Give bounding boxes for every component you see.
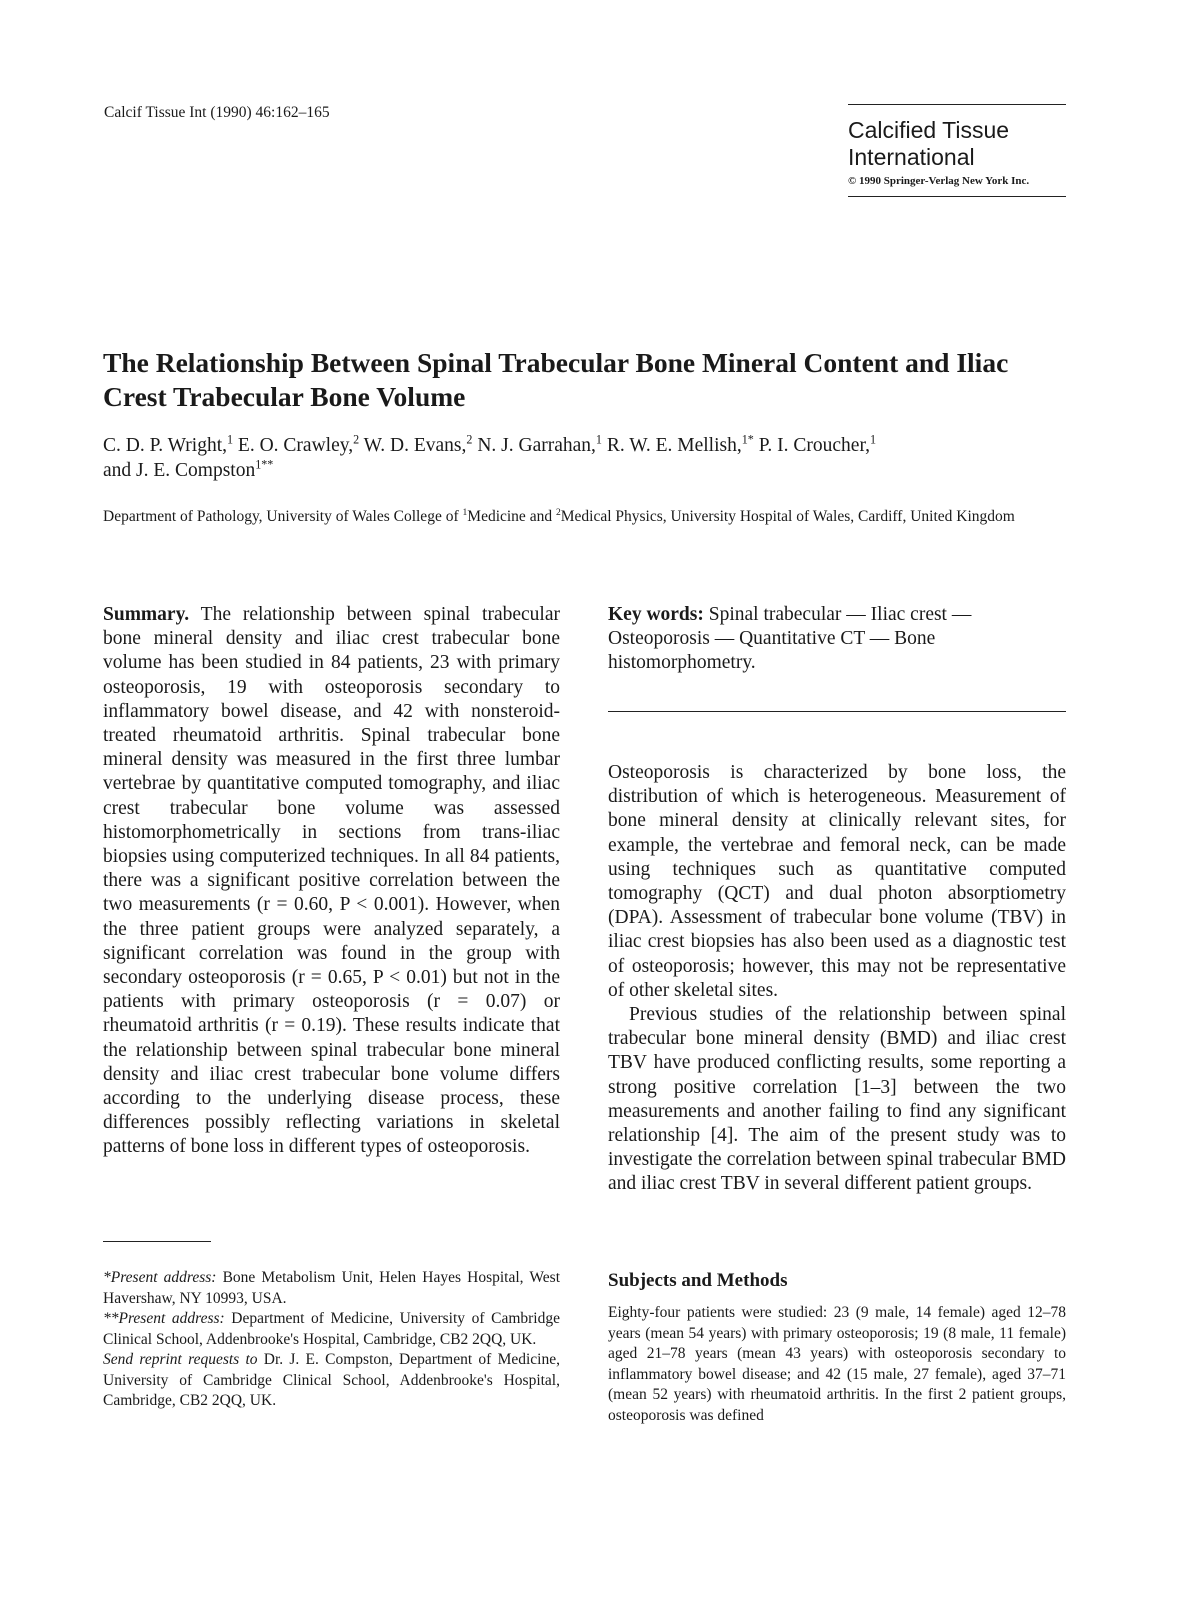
methods-paragraph: Eighty-four patients were studied: 23 (9 male, 14 female) aged 12–78 years (mean 54 years) with primary osteoporosis; 19 (8 male, 11 female) aged 21–78 years (mean 43 years) with osteoporosis secondary to inflammatory bowel disease; and 42 (15 male, 27 female), aged 37–71 (mean 52 years) with rheumatoid arthritis. In the first 2 patient groups, osteoporosis was defined xyxy=(608,1304,1066,1424)
author: W. D. Evans, xyxy=(363,435,467,456)
intro-paragraph-1: Osteoporosis is characterized by bone loss, the distribution of which is heterogeneous. Measurement of bone mineral density at clinically relevant sites, for example, the vertebrae and femoral neck, can be made using techniques such as quantitative computed tomography (QCT) and dual photon absorptiometry (DPA). Assessment of trabecular bone volume (TBV) in iliac crest biopsies has also been used as a diagnostic test of osteoporosis; however, this may not be representative of other skeletal sites. xyxy=(608,762,1066,1001)
journal-masthead xyxy=(848,104,1066,197)
journal-name-line2: International xyxy=(848,144,975,170)
affiliation xyxy=(103,506,1063,528)
footnote-text: Department of Medicine, University of Cambridge Clinical School, Addenbrooke's Hospital, Cambridge, CB2 2QQ, UK. xyxy=(103,1310,560,1348)
summary-label: Summary. xyxy=(103,604,190,625)
affiliation-mark: 2 xyxy=(555,506,561,518)
author-affiliation-mark: 2 xyxy=(466,432,473,447)
footnote-label: **Present address: xyxy=(103,1310,225,1327)
author: R. W. E. Mellish, xyxy=(606,435,742,456)
keywords-text: Spinal trabecular — Iliac crest — Osteoporosis — Quantitative CT — Bone histomorphometry. xyxy=(608,604,972,674)
footnote-label: Send reprint requests to xyxy=(103,1351,258,1368)
keywords-section xyxy=(608,603,1066,676)
footnote-text: Dr. J. E. Compston, Department of Medicine, University of Cambridge Clinical School, Addenbrooke's Hospital, Cambridge, CB2 2QQ, UK. xyxy=(103,1351,560,1409)
author: P. I. Croucher, xyxy=(758,435,871,456)
author-affiliation-mark: 1* xyxy=(741,432,754,447)
footnotes xyxy=(103,1268,560,1412)
affiliation-text: Medical Physics, University Hospital of Wales, Cardiff, United Kingdom xyxy=(560,508,1015,525)
affiliation-text: Department of Pathology, University of Wales College of xyxy=(103,508,463,525)
intro-paragraph-2: Previous studies of the relationship between spinal trabecular bone mineral density (BMD) and iliac crest TBV have produced conflicting results, some reporting a strong positive correlation [1–3] between the two measurements and another failing to find any significant relationship [4]. The aim of the present study was to investigate the correlation between spinal trabecular BMD and iliac crest TBV in several different patient groups. xyxy=(608,1004,1066,1195)
footnote-label: *Present address: xyxy=(103,1269,217,1286)
author: E. O. Crawley, xyxy=(237,435,354,456)
author-affiliation-mark: 1** xyxy=(255,457,274,472)
author-affiliation-mark: 2 xyxy=(353,432,360,447)
affiliation-mark: 1 xyxy=(462,506,468,518)
introduction-section xyxy=(608,761,1066,1197)
summary-paragraph xyxy=(103,603,560,1160)
footnote-text: Bone Metabolism Unit, Helen Hayes Hospital, West Havershaw, NY 10993, USA. xyxy=(103,1269,560,1307)
keywords-label: Key words: xyxy=(608,604,704,625)
author: C. D. P. Wright, xyxy=(103,435,227,456)
footnote xyxy=(103,1350,560,1412)
journal-name-line1: Calcified Tissue xyxy=(848,117,1010,143)
footnote xyxy=(103,1309,560,1350)
article-title: The Relationship Between Spinal Trabecular Bone Mineral Content and Iliac Crest Trabecular Bone Volume xyxy=(103,347,1009,412)
journal-citation: Calcif Tissue Int (1990) 46:162–165 xyxy=(104,104,330,121)
author-affiliation-mark: 1 xyxy=(595,432,602,447)
affiliation-text: Medicine and xyxy=(467,508,556,525)
keywords-divider xyxy=(608,711,1066,712)
keywords-paragraph xyxy=(608,603,1066,676)
summary-text: The relationship between spinal trabecular bone mineral density and iliac crest trabecular bone volume has been studied in 84 patients, 23 with primary osteoporosis, 19 with osteoporosis secondary to inflammatory bowel disease, and 42 with nonsteroid-treated rheumatoid arthritis. Spinal trabecular bone mineral density was measured in the first three lumbar vertebrae by quantitative computed tomography, and iliac crest trabecular bone volume was assessed histomorphometrically in sections from trans-iliac biopsies using computerized techniques. In all 84 patients, there was a significant positive correlation between the two measurements (r = 0.60, P < 0.001). However, when the three patient groups were analyzed separately, a significant correlation was found in the group with secondary osteoporosis (r = 0.65, P < 0.01) but not in the patients with primary osteoporosis (r = 0.07) or rheumatoid arthritis (r = 0.19). These results indicate that the relationship between spinal trabecular bone mineral density and iliac crest trabecular bone volume differs according to the underlying disease process, these differences possibly reflecting variations in skeletal patterns of bone loss in different types of osteoporosis. xyxy=(103,604,560,1158)
author: and J. E. Compston xyxy=(103,460,256,481)
footnote-divider xyxy=(103,1241,211,1242)
author-affiliation-mark: 1 xyxy=(227,432,234,447)
copyright-notice: © 1990 Springer-Verlag New York Inc. xyxy=(848,175,1030,187)
author-list xyxy=(103,433,1063,483)
summary-section xyxy=(103,603,560,1160)
section-heading-methods: Subjects and Methods xyxy=(608,1270,788,1291)
footnote xyxy=(103,1268,560,1309)
author: N. J. Garrahan, xyxy=(477,435,596,456)
author-affiliation-mark: 1 xyxy=(870,432,877,447)
